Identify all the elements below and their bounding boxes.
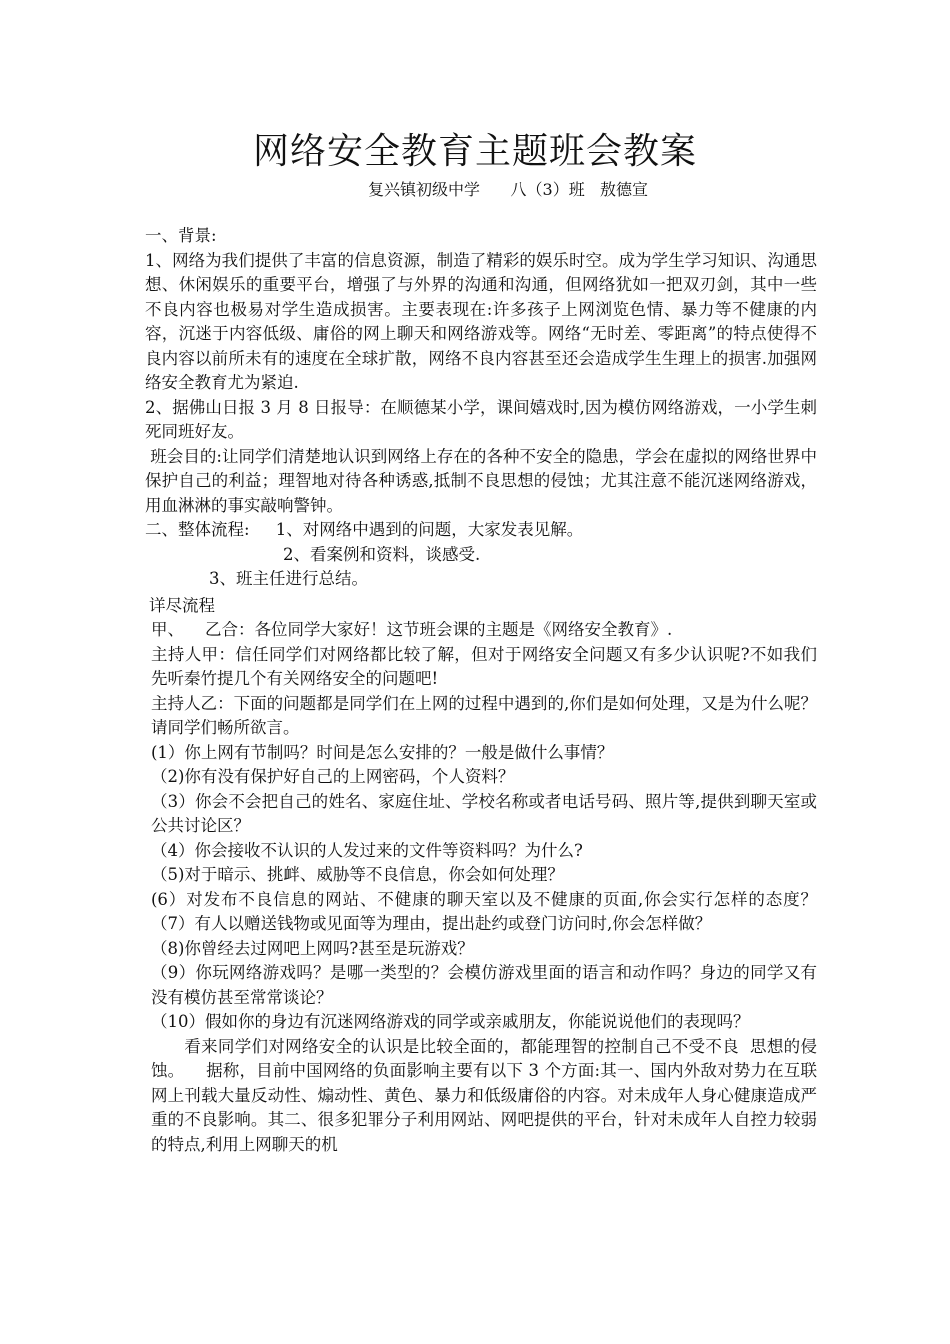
meeting-purpose: 班会目的:让同学们清楚地认识到网络上存在的各种不安全的隐患，学会在虚拟的网络世界中保护自己的利益；理智地对待各种诱惑,抵制不良思想的侵蚀；尤其注意不能沉迷网络游戏，用血淋淋的事实敲响警钟。 [145, 446, 817, 515]
question-10: （10）假如你的身边有沉迷网络游戏的同学或亲戚朋友，你能说说他们的表现吗？ [151, 1012, 750, 1031]
host-a-line: 主持人甲：信任同学们对网络都比较了解，但对于网络安全问题又有多少认识呢?不如我们先听秦竹提几个有关网络安全的问题吧! [151, 644, 817, 688]
background-heading: 一、背景: [145, 226, 217, 245]
document-title: 网络安全教育主题班会教案 [252, 131, 697, 172]
question-9: （9）你玩网络游戏吗？是哪一类型的？会模仿游戏里面的语言和动作吗？身边的同学又有没有模仿甚至常常谈论？ [151, 963, 817, 1007]
document-subtitle: 复兴镇初级中学 八（3）班 敖德宣 [368, 180, 648, 199]
question-8: （8)你曾经去过网吧上网吗?甚至是玩游戏？ [151, 938, 474, 958]
host-b-line: 主持人乙：下面的问题都是同学们在上网的过程中遇到的,你们是如何处理，又是为什么呢？请同学们畅所欲言。 [151, 693, 817, 737]
background-paragraph-2: 2、据佛山日报 3 月 8 日报导：在顺德某小学，课间嬉戏时,因为模仿网络游戏，一小学生刺死同班好友。 [145, 397, 817, 441]
flow-heading: 二、整体流程: 1、对网络中遇到的问题，大家发表见解。 [145, 520, 584, 539]
question-5: （5)对于暗示、挑衅、威胁等不良信息，你会如何处理？ [151, 865, 564, 884]
question-1: (1）你上网有节制吗？时间是怎么安排的？一般是做什么事情？ [151, 742, 614, 762]
flow-step-3: 3、班主任进行总结。 [209, 569, 368, 588]
detail-heading: 详尽流程 [149, 595, 215, 615]
question-6-7: (6）对发布不良信息的网站、不健康的聊天室以及不健康的页面,你会实行怎样的态度？ （7）有人以赠送钱物或见面等为理由，提出赴约或登门访问时,你会怎样做？ [151, 889, 870, 933]
host-both-line: 甲、 乙合：各位同学大家好！这节班会课的主题是《网络安全教育》. [151, 620, 673, 639]
question-4: （4）你会接收不认识的人发过来的文件等资料吗？为什么? [151, 840, 583, 860]
document-body [145, 224, 870, 1157]
flow-step-2: 2、看案例和资料，谈感受. [283, 544, 481, 564]
question-3: （3）你会不会把自己的姓名、家庭住址、学校名称或者电话号码、照片等,提供到聊天室或公共讨论区？ [151, 791, 817, 835]
background-paragraph-1: 1、网络为我们提供了丰富的信息资源，制造了精彩的娱乐时空。成为学生学习知识、沟通思想、休闲娱乐的重要平台，增强了与外界的沟通和沟通，但网络犹如一把双刃剑，其中一些不良内容也极易对学生造成损害。主要表现在:许多孩子上网浏览色情、暴力等不健康的内容，沉迷于内容低级、庸俗的网上聊天和网络游戏等。网络“无时差、零距离”的特点使得不良内容以前所未有的速度在全球扩散，网络不良内容甚至还会造成学生生理上的损害.加强网络安全教育尤为紧迫. [145, 250, 817, 392]
question-2: （2)你有没有保护好自己的上网密码，个人资料？ [151, 767, 515, 786]
closing-paragraph: 看来同学们对网络安全的认识是比较全面的，都能理智的控制自己不受不良 思想的侵蚀。 据称，目前中国网络的负面影响主要有以下 3 个方面:其一、国内外敌对势力在互联网上刊载大量反动性、煽动性、黄色、暴力和低级庸俗的内容。对未成年人身心健康造成严重的不良影响。其二、很多犯罪分子利用网站、网吧提供的平台，针对未成年人自控力较弱的特点,利用上网聊天的机 [151, 1036, 817, 1154]
